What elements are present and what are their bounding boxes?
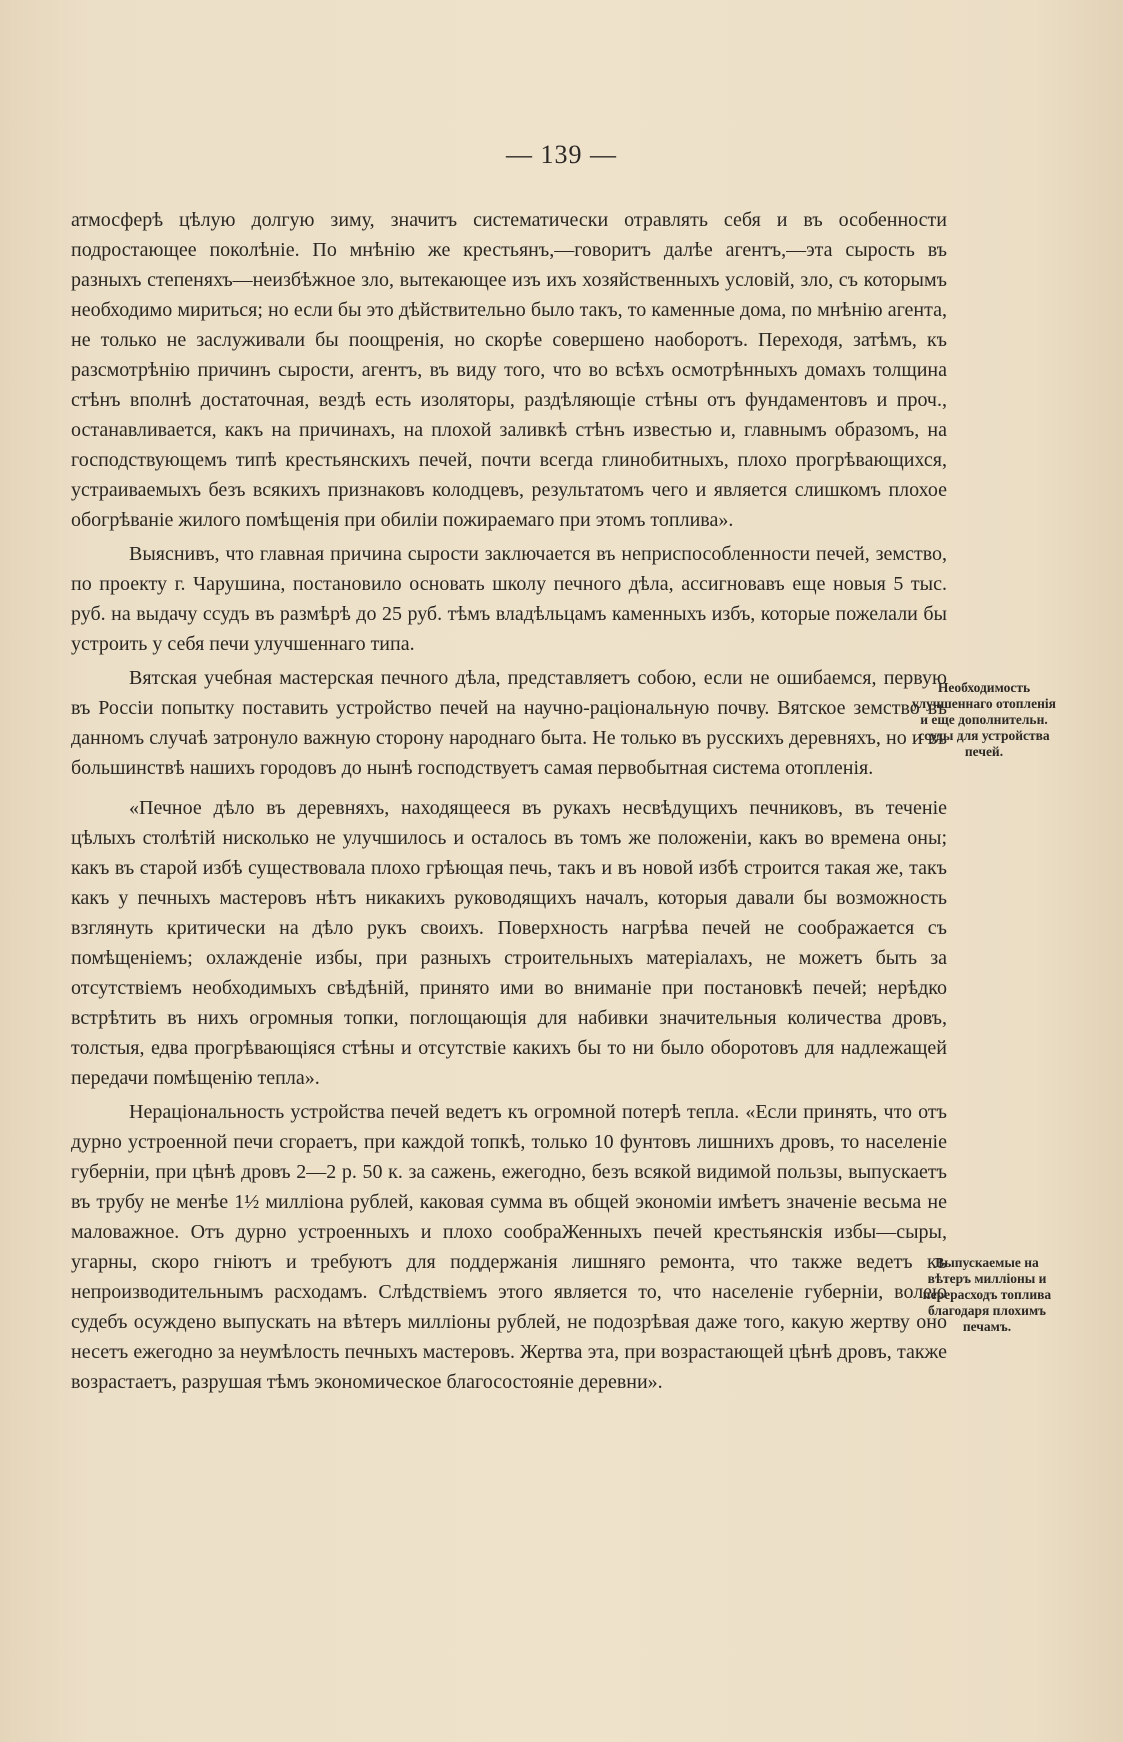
- margin-note-stoves-loans: Необходимость улучшеннаго отопленія и еще дополнительн. ссуды для устройства печей.: [912, 680, 1056, 759]
- margin-note-fuel-waste: Выпускаемые на вѣтеръ милліоны и перерасходъ топлива благодаря плохимъ печамъ.: [922, 1255, 1052, 1334]
- paragraph-3: Вятская учебная мастерская печного дѣла, представляетъ собою, если не ошибаемся, первую въ Россіи попытку поставить устройство печей на научно-раціональную почву. Вятское земство въ данномъ случаѣ затронуло важную сторону народнаго быта. Не только въ русскихъ деревняхъ, но и въ большинствѣ нашихъ городовъ до нынѣ господствуетъ самая первобытная система отопленія.: [71, 667, 947, 779]
- paragraph-2: Выяснивъ, что главная причина сырости заключается въ неприспособленности печей, земство, по проекту г. Чарушина, постановило основать школу печного дѣла, ассигновавъ еще новыя 5 тыс. руб. на выдачу ссудъ въ размѣрѣ до 25 руб. тѣмъ владѣльцамъ каменныхъ избъ, которые пожелали бы устроить у себя печи улучшеннаго типа.: [71, 543, 947, 655]
- page-number: — 139 —: [506, 140, 617, 169]
- paragraph-4-quote: «Печное дѣло въ деревняхъ, находящееся въ рукахъ несвѣдущихъ печниковъ, въ теченіе цѣлыхъ столѣтій нисколько не улучшилось и осталось въ томъ же положеніи, какъ во времена оны; какъ въ старой избѣ существовала плохо грѣющая печь, такъ и въ новой избѣ строится такая же, такъ какъ у печныхъ мастеровъ нѣтъ никакихъ руководящихъ началъ, которыя давали бы возможность взглянуть критически на дѣло рукъ своихъ. Поверхность нагрѣва печей не соображается съ помѣщеніемъ; охлажденіе избы, при разныхъ строительныхъ матеріалахъ, не можетъ быть за отсутствіемъ необходимыхъ свѣдѣній, принято ими во вниманіе при постановкѣ печей; нерѣдко встрѣтить въ нихъ огромныя топки, поглощающія для набивки значительныя количества дровъ, толстыя, едва прогрѣвающіяся стѣны и отсутствіе какихъ бы то ни было оборотовъ для надлежащей передачи помѣщенію тепла».: [71, 797, 947, 1089]
- main-text: [71, 205, 947, 1397]
- paragraph-5: Нераціональность устройства печей ведетъ къ огромной потерѣ тепла. «Если принять, что отъ дурно устроенной печи сгораетъ, при каждой топкѣ, только 10 фунтовъ лишнихъ дровъ, то населеніе губерніи, при цѣнѣ дровъ 2—2 р. 50 к. за сажень, ежегодно, безъ всякой видимой пользы, выпускаетъ въ трубу не менѣе 1½ милліона рублей, каковая сумма въ общей экономіи имѣетъ значеніе весьма не маловажное. Отъ дурно устроенныхъ и плохо сообраЖенныхъ печей крестьянскія избы—сыры, угарны, скоро гніютъ и требуютъ для поддержанія лишняго ремонта, что также ведетъ къ непроизводительнымъ расходамъ. Слѣдствіемъ этого является то, что населеніе губерніи, волею судебъ осуждено выпускать на вѣтеръ милліоны рублей, не подозрѣвая даже того, какую жертву оно несетъ ежегодно за неумѣлость печныхъ мастеровъ. Жертва эта, при возрастающей цѣнѣ дровъ, также возрастаетъ, разрушая тѣмъ экономическое благосостояніе деревни».: [71, 1101, 947, 1393]
- paragraph-1: атмосферѣ цѣлую долгую зиму, значитъ систематически отравлять себя и въ особенности подростающее поколѣніе. По мнѣнію же крестьянъ,—говоритъ далѣе агентъ,—эта сырость въ разныхъ степеняхъ—неизбѣжное зло, вытекающее изъ ихъ хозяйственныхъ условій, зло, съ которымъ необходимо мириться; но если бы это дѣйствительно было такъ, то каменные дома, по мнѣнію агента, не только не заслуживали бы поощренія, но скорѣе совершено наоборотъ. Переходя, затѣмъ, къ разсмотрѣнію причинъ сырости, агентъ, въ виду того, что во всѣхъ осмотрѣнныхъ домахъ толщина стѣнъ вполнѣ достаточная, вездѣ есть изоляторы, раздѣляющіе стѣны отъ фундаментовъ и проч., останавливается, какъ на причинахъ, на плохой заливкѣ стѣнъ известью и, главнымъ образомъ, на господствующемъ типѣ крестьянскихъ печей, почти всегда глинобитныхъ, плохо прогрѣвающихся, устраиваемыхъ безъ всякихъ признаковъ колодцевъ, результатомъ чего и является слишкомъ плохое обогрѣваніе жилого помѣщенія при обиліи пожираемаго при этомъ топлива».: [71, 209, 947, 531]
